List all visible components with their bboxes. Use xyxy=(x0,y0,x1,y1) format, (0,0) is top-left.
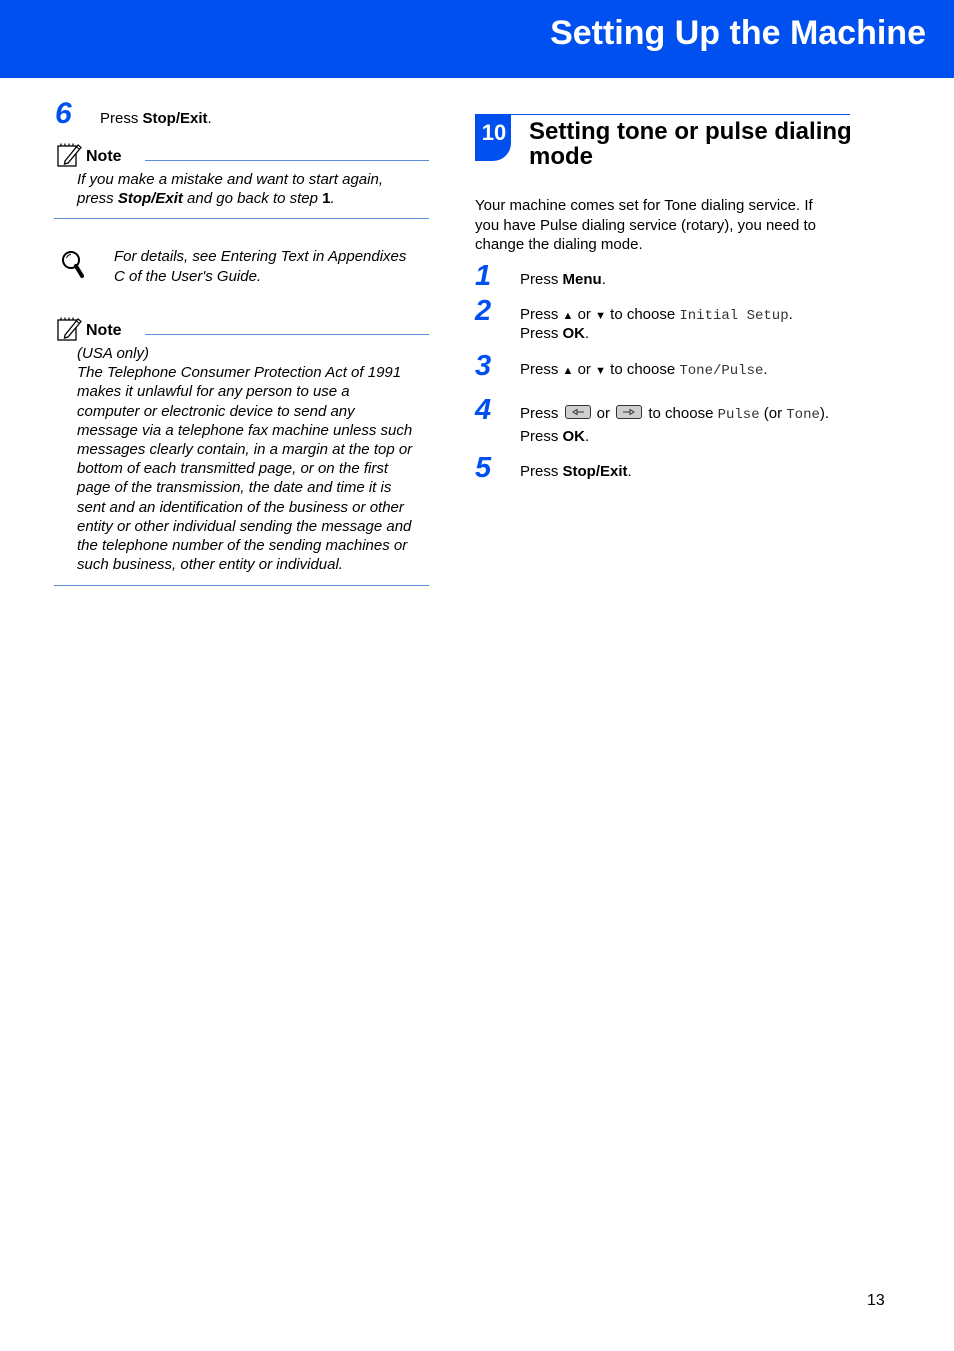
step-number-1: 1 xyxy=(475,260,492,292)
step-number-6: 6 xyxy=(55,97,72,130)
note-2-line: The Telephone Consumer Protection Act of 1991 xyxy=(77,364,402,382)
step-2-text: Press ▲ or ▼ to choose Initial Setup. xyxy=(520,306,793,324)
note-2-line: messages clearly contain, in a margin at the top or xyxy=(77,441,413,459)
step-number-5: 5 xyxy=(475,452,492,484)
note-2-line: computer or electronic device to send any xyxy=(77,402,355,420)
step-number-2: 2 xyxy=(475,295,492,327)
note-2-line: sent and an identification of the business or other xyxy=(77,498,404,516)
step-1-text: Press Menu. xyxy=(520,271,606,288)
page-title: Setting Up the Machine xyxy=(550,14,926,52)
step-reference: 1 xyxy=(322,190,331,207)
note-2-line: (USA only) xyxy=(77,345,149,362)
up-arrow-icon: ▲ xyxy=(562,310,574,322)
note-2-line: the telephone number of the sending machines or xyxy=(77,537,408,555)
section-number-badge xyxy=(475,114,511,161)
note-pencil-icon xyxy=(56,142,82,168)
note-pencil-icon xyxy=(56,316,82,342)
right-arrow-key-icon xyxy=(616,405,642,419)
section-number: 10 xyxy=(481,120,507,145)
section-title: Setting tone or pulse dialing mode xyxy=(529,118,852,170)
step-4-text: Press or to choose Pulse (or Tone). xyxy=(520,405,830,423)
magnifier-icon xyxy=(60,249,86,279)
note-2-bottom-rule xyxy=(54,585,429,586)
step-4-line-2: Press OK. xyxy=(520,428,590,445)
step-2-line-2: Press OK. xyxy=(520,325,590,342)
note-2-line: makes it unlawful for any person to use a xyxy=(77,383,350,401)
note-2-top-rule xyxy=(145,334,429,335)
step-number-3: 3 xyxy=(475,350,492,382)
note-2-line: such business, other entity or individual. xyxy=(77,556,343,574)
page-number: 13 xyxy=(867,1292,885,1309)
note-1-bottom-rule xyxy=(54,218,429,219)
note-2-line: page of the transmission, the date and time it is xyxy=(77,479,392,497)
step-5-text: Press Stop/Exit. xyxy=(520,463,632,480)
step-6-text: Press Stop/Exit. xyxy=(100,110,212,127)
note-2-line: bottom of each transmitted page, or on the first xyxy=(77,460,389,478)
up-arrow-icon: ▲ xyxy=(562,365,574,377)
tip-line-2: C of the User's Guide. xyxy=(114,268,262,285)
note-2-line: entity or other individual sending the message and xyxy=(77,517,412,535)
step-number-4: 4 xyxy=(475,394,492,426)
step-3-text: Press ▲ or ▼ to choose Tone/Pulse. xyxy=(520,361,768,379)
note-2-label: Note xyxy=(86,322,122,339)
note-1-line-1: If you make a mistake and want to start again, xyxy=(77,171,383,188)
left-arrow-key-icon xyxy=(565,405,591,419)
down-arrow-icon: ▼ xyxy=(595,310,606,322)
note-1-line-2: press Stop/Exit and go back to step 1. xyxy=(77,190,335,207)
note-1-top-rule xyxy=(145,160,429,161)
section-intro: Your machine comes set for Tone dialing service. If you have Pulse dialing service (rotary), you need to change the dialing mode. xyxy=(475,197,817,253)
note-2-body xyxy=(77,344,412,574)
note-2-line: message via a telephone fax machine unless such xyxy=(77,421,413,439)
note-1-label: Note xyxy=(86,148,122,165)
header-banner xyxy=(0,0,954,78)
section-top-rule xyxy=(511,114,850,115)
tip-line-1: For details, see Entering Text in Appendixes xyxy=(114,248,407,265)
down-arrow-icon: ▼ xyxy=(595,365,606,377)
